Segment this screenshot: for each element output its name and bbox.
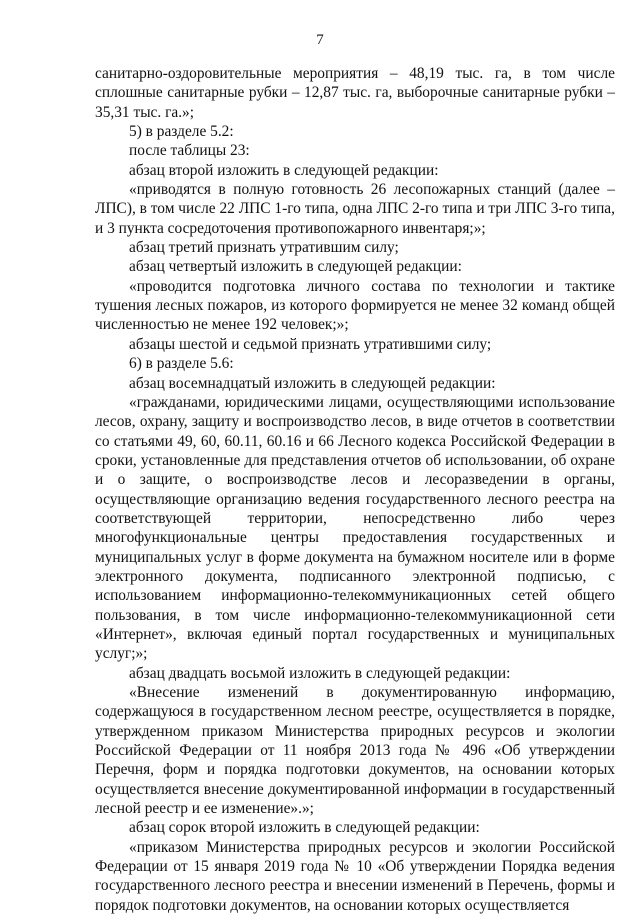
document-body [95,64,615,915]
paragraph-registry-changes: «Внесение изменений в документированную информацию, содержащуюся в государственном лесном реестре, осуществляется в порядке, утвержденном приказом Министерства природных ресурсов и экологии Российской Федерации от 11 ноября 2013 года № 496 «Об утверждении Перечня, форм и порядка подготовки документов, на основании которых осуществляется внесение документированной информации в государственный лесной реестр и ее изменение».»; [95,684,615,818]
paragraph-sanitary-measures: санитарно-оздоровительные мероприятия – 48,19 тыс. га, в том числе сплошные санитарные рубки – 12,87 тыс. га, выборочные санитарные рубки – 35,31 тыс. га.»; [95,65,615,121]
paragraph-twenty-eighth-abzac-instruction: абзац двадцать восьмой изложить в следующей редакции: [129,664,511,682]
page-number: 7 [316,32,324,48]
paragraph-sixth-seventh-void: абзацы шестой и седьмой признать утратившими силу; [129,335,492,353]
paragraph-section-5-6: 6) в разделе 5.6: [129,355,234,373]
paragraph-fourth-abzac-instruction: абзац четвертый изложить в следующей редакции: [129,258,462,276]
paragraph-section-5-2: 5) в разделе 5.2: [129,123,234,141]
paragraph-personnel-training: «проводится подготовка личного состава по технологии и тактике тушения лесных пожаров, из которого формируется не менее 32 команд общей численностью не менее 192 человек;»; [95,277,615,334]
paragraph-second-abzac-instruction: абзац второй изложить в следующей редакции: [129,161,439,179]
paragraph-ministry-order: «приказом Министерства природных ресурсов и экологии Российской Федерации от 15 января 2019 года № 10 «Об утверждении Порядка ведения государственного лесного реестра и внесении изменений в Перечень, формы и порядок подготовки документов, на основании которых осуществляется [95,838,615,914]
paragraph-fire-stations: «приводятся в полную готовность 26 лесопожарных станций (далее – ЛПС), в том числе 22 ЛПС 1-го типа, одна ЛПС 2-го типа и три ЛПС 3-го типа, и 3 пункта сосредоточения противопожарного инвентаря;»; [95,181,615,237]
paragraph-forty-second-abzac-instruction: абзац сорок второй изложить в следующей редакции: [129,819,480,837]
paragraph-forest-reports: «гражданами, юридическими лицами, осуществляющими использование лесов, охрану, защиту и воспроизводство лесов, в виде отчетов в соответствии со статьями 49, 60, 60.11, 60.16 и 66 Лесного кодекса Российской Федерации в сроки, установленные для представления отчетов об использовании, об охране и о защите, о воспроизводстве лесов и лесоразведении в органы, осуществляющие организацию ведения государственного лесного реестра на соответствующей территории, непосредственно либо через многофункциональные центры предоставления государственных и муниципальных услуг в форме документа на бумажном носителе или в форме электронного документа, подписанного электронной подписью, с использованием информационно-телекоммуникационных сетей общего пользования, в том числе информационно-телекоммуникационной сети «Интернет», включая единый портал государственных и муниципальных услуг;»; [95,393,615,663]
paragraph-after-table-23: после таблицы 23: [129,142,250,160]
paragraph-eighteenth-abzac-instruction: абзац восемнадцатый изложить в следующей редакции: [129,374,496,392]
paragraph-third-abzac-void: абзац третий признать утратившим силу; [129,239,399,257]
